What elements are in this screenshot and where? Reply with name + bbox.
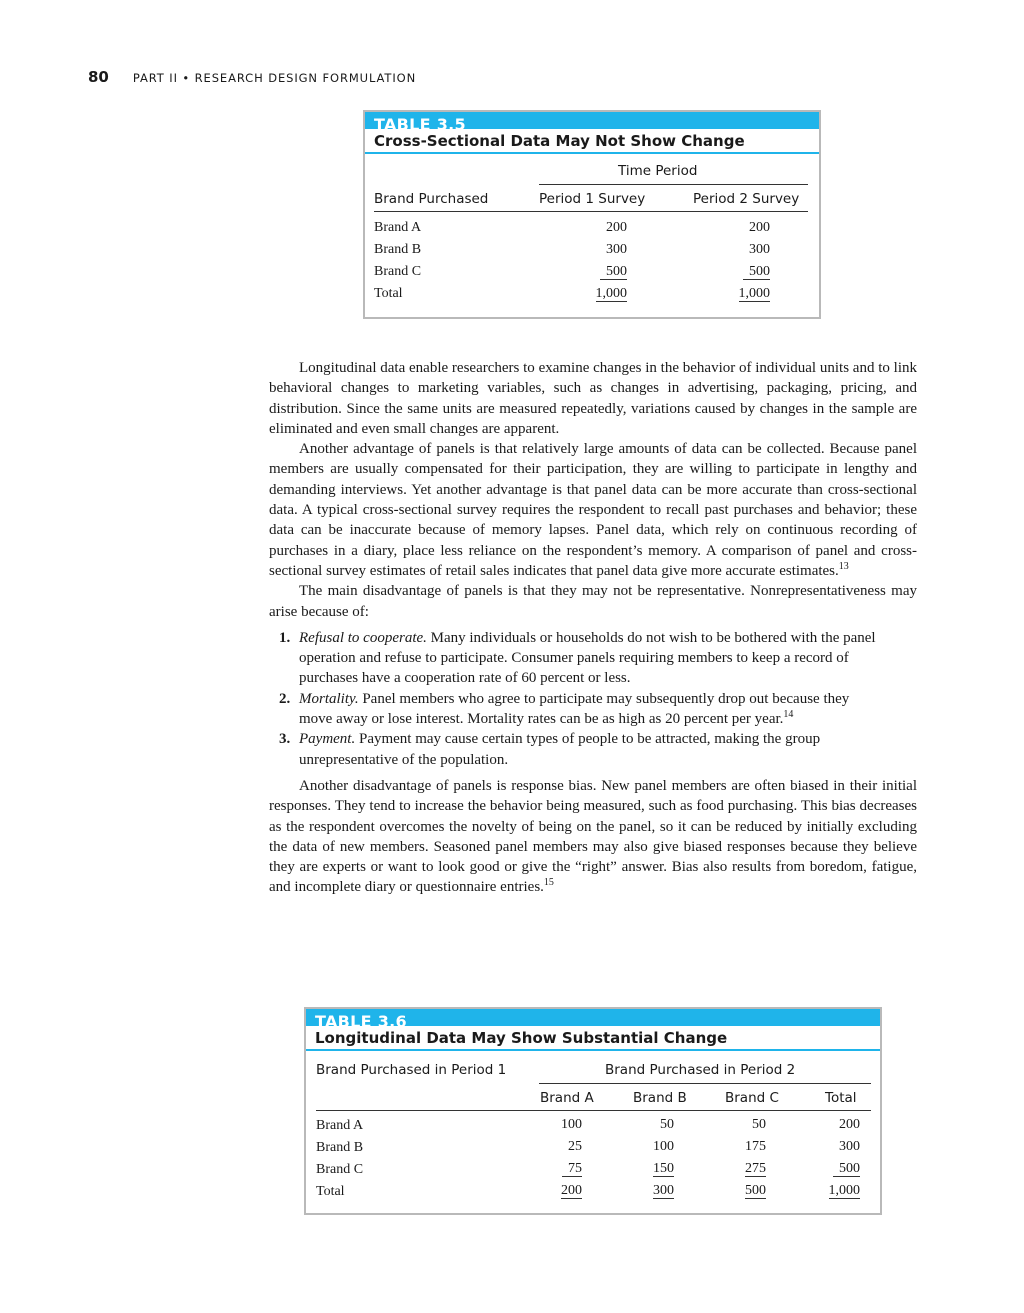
underlined-value: 500 bbox=[833, 1161, 860, 1177]
underlined-value: 500 bbox=[743, 264, 770, 280]
group-header: Brand Purchased in Period 2 bbox=[605, 1062, 796, 1078]
page-number: 80 bbox=[88, 68, 109, 86]
table-label: TABLE 3.5 bbox=[365, 112, 819, 129]
list-text: Panel members who agree to participate may subsequently drop out because they move away or lose interest. Mortality rates can be as high as 20 percent per year. bbox=[299, 690, 850, 728]
paragraph-text: Another disadvantage of panels is response bias. New panel members are often biased in their initial responses. They tend to increase the behavior being measured, such as food purchasing. This bias decreases as the respondent overcomes the novelty of being on the panel, so it can be reduced by initially excluding the data of new members. Seasoned panel members may also give biased responses because they believe they are experts or want to look good or give the “right” answer. Bias also results from boredom, fatigue, and incomplete diary or questionnaire entries. bbox=[269, 777, 917, 896]
underlined-value: 275 bbox=[745, 1161, 766, 1176]
list-term: Payment. bbox=[299, 731, 356, 748]
cell-value bbox=[622, 1161, 674, 1177]
underlined-value: 1,000 bbox=[595, 286, 627, 301]
cell-value bbox=[530, 1161, 582, 1177]
table-3-6 bbox=[304, 1007, 882, 1215]
underlined-value: 75 bbox=[562, 1161, 582, 1177]
list-term: Refusal to cooperate. bbox=[299, 629, 427, 646]
row-label: Brand A bbox=[316, 1118, 364, 1133]
table-3-5 bbox=[363, 110, 821, 319]
list-text: Many individuals or households do not wish to be bothered with the panel operation and refuse to participate. Consumer panels requiring members to keep a record of purchases have a cooperation rate of 60 percent or less. bbox=[299, 629, 876, 687]
group-header: Time Period bbox=[618, 163, 698, 179]
table-title: Longitudinal Data May Show Substantial Change bbox=[306, 1026, 880, 1051]
cell-value bbox=[530, 1183, 582, 1199]
cell-value bbox=[714, 1183, 766, 1199]
row-label: Total bbox=[316, 1184, 345, 1199]
underlined-value: 1,000 bbox=[738, 286, 770, 301]
row-header: Brand Purchased in Period 1 bbox=[316, 1062, 507, 1078]
list-item bbox=[269, 689, 882, 730]
cell-value: 100 bbox=[561, 1117, 582, 1132]
column-header: Total bbox=[825, 1090, 857, 1106]
column-header: Brand B bbox=[633, 1090, 687, 1106]
cell-value: 300 bbox=[749, 242, 770, 257]
column-header: Brand Purchased bbox=[374, 191, 489, 207]
table-label: TABLE 3.6 bbox=[306, 1009, 880, 1026]
footnote-ref: 13 bbox=[838, 560, 849, 572]
numbered-list bbox=[269, 628, 917, 770]
header-rule bbox=[316, 1110, 871, 1111]
header-rule bbox=[374, 211, 808, 212]
cell-value: 300 bbox=[606, 242, 627, 257]
row-label: Total bbox=[374, 286, 403, 301]
paragraph bbox=[269, 358, 917, 439]
underlined-value: 1,000 bbox=[828, 1183, 860, 1198]
column-header: Brand A bbox=[540, 1090, 594, 1106]
cell-value: 175 bbox=[745, 1139, 766, 1154]
table-title: Cross-Sectional Data May Not Show Change bbox=[365, 129, 819, 154]
group-header-rule bbox=[539, 184, 808, 185]
row-label: Brand B bbox=[316, 1140, 364, 1155]
underlined-value: 150 bbox=[653, 1161, 674, 1176]
cell-value bbox=[720, 264, 770, 280]
list-item bbox=[269, 729, 882, 770]
body-text bbox=[269, 358, 917, 898]
cell-value bbox=[622, 1183, 674, 1199]
row-label: Brand A bbox=[374, 220, 422, 235]
cell-value: 100 bbox=[653, 1139, 674, 1154]
footnote-ref: 14 bbox=[783, 709, 794, 721]
paragraph-text: The main disadvantage of panels is that they may not be representative. Nonrepresentativeness may arise because of: bbox=[269, 583, 917, 620]
underlined-value: 200 bbox=[561, 1183, 582, 1198]
underlined-value: 300 bbox=[653, 1183, 674, 1198]
column-header: Brand C bbox=[725, 1090, 779, 1106]
cell-value: 50 bbox=[660, 1117, 674, 1132]
section-title: PART II • RESEARCH DESIGN FORMULATION bbox=[132, 71, 417, 85]
row-label: Brand B bbox=[374, 242, 422, 257]
paragraph-text: Longitudinal data enable researchers to examine changes in the behavior of individual units and to link behavioral changes to marketing variables, such as changes in advertising, packaging, pricing, and distribution. Since the same units are measured repeatedly, variations caused by changes in the sample are eliminated and even small changes are apparent. bbox=[269, 360, 917, 437]
paragraph-text: Another advantage of panels is that relatively large amounts of data can be collected. Because panel members are usually compensated for their participation, they are willing to participate in lengthy and demanding interviews. Yet another advantage is that panel data can be more accurate than cross-sectional data. A typical cross-sectional survey requires the respondent to recall past purchases and behavior; these data can be inaccurate because of memory lapses. Panel data, which rely on continuous recording of purchases in a diary, place less reliance on the respondent’s memory. A comparison of panel and cross-sectional survey estimates of retail sales indicates that panel data give more accurate estimates. bbox=[269, 441, 917, 579]
list-number: 3. bbox=[279, 731, 291, 748]
paragraph bbox=[269, 776, 917, 898]
cell-value: 50 bbox=[752, 1117, 766, 1132]
running-header bbox=[88, 68, 416, 90]
underlined-value: 500 bbox=[745, 1183, 766, 1198]
column-header: Period 2 Survey bbox=[693, 191, 800, 207]
paragraph bbox=[269, 581, 917, 622]
list-number: 1. bbox=[279, 629, 291, 646]
cell-value bbox=[808, 1161, 860, 1177]
group-header-rule bbox=[539, 1083, 871, 1084]
paragraph bbox=[269, 439, 917, 581]
cell-value: 200 bbox=[839, 1117, 860, 1132]
cell-value: 300 bbox=[839, 1139, 860, 1154]
cell-value bbox=[714, 1161, 766, 1177]
footnote-ref: 15 bbox=[543, 877, 554, 889]
list-item bbox=[269, 628, 882, 689]
cell-value bbox=[577, 286, 627, 302]
cell-value bbox=[577, 264, 627, 280]
row-label: Brand C bbox=[374, 264, 422, 279]
cell-value: 200 bbox=[606, 220, 627, 235]
row-label: Brand C bbox=[316, 1162, 364, 1177]
list-text: Payment may cause certain types of people to be attracted, making the group unrepresentative of the population. bbox=[299, 731, 821, 768]
cell-value bbox=[720, 286, 770, 302]
cell-value: 200 bbox=[749, 220, 770, 235]
cell-value bbox=[808, 1183, 860, 1199]
cell-value: 25 bbox=[568, 1139, 582, 1154]
list-number: 2. bbox=[279, 690, 291, 707]
underlined-value: 500 bbox=[600, 264, 627, 280]
column-header: Period 1 Survey bbox=[539, 191, 646, 207]
list-term: Mortality. bbox=[299, 690, 359, 707]
